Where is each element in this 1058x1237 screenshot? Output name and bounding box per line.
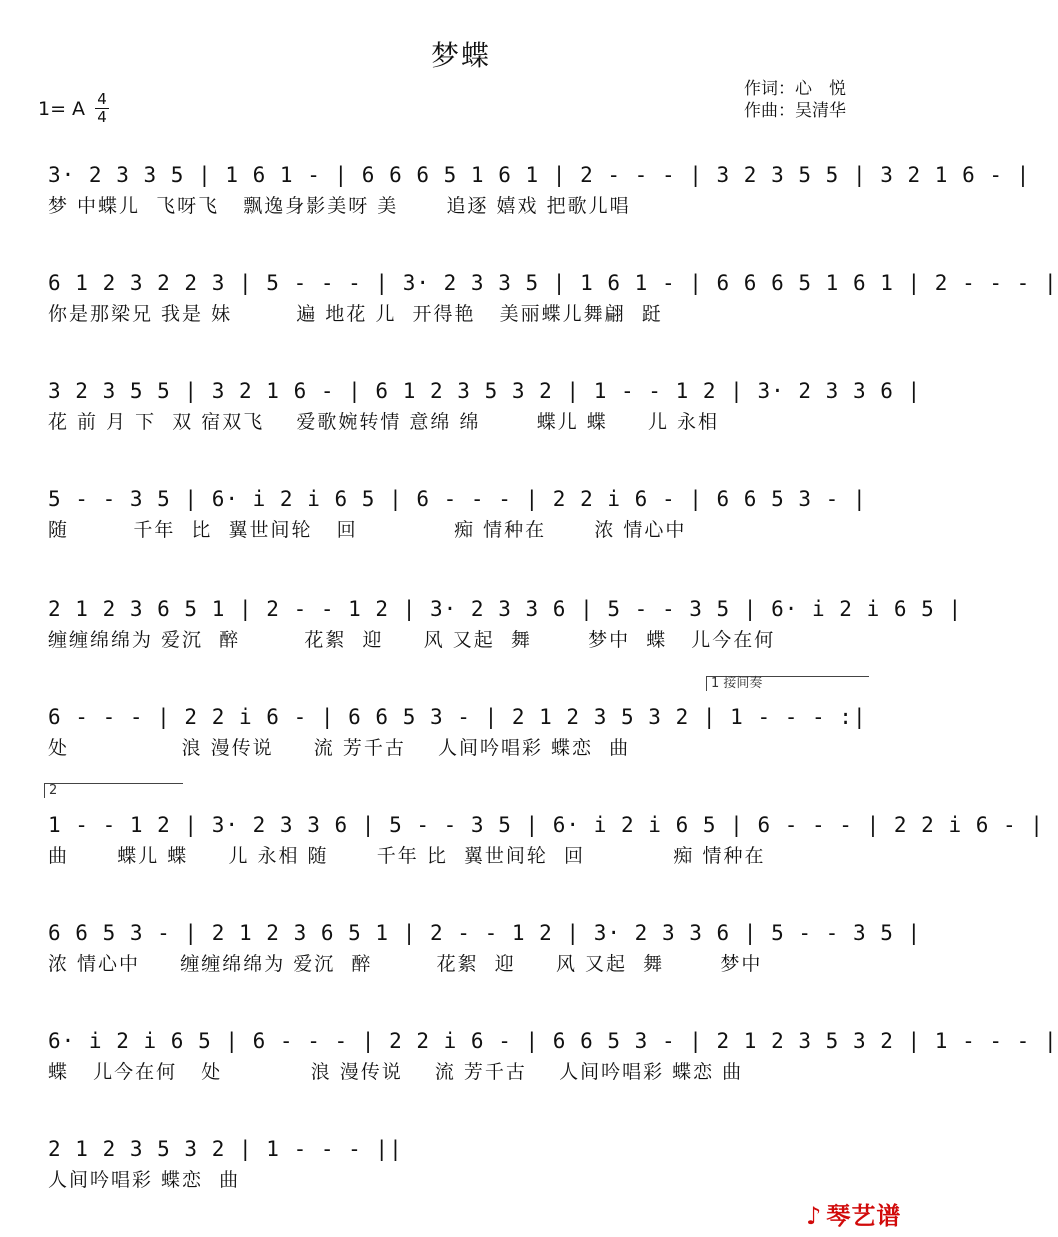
lyrics-line: 你是那梁兄 我是 妹 遍 地花 儿 开得艳 美丽蝶儿舞翩 跹 <box>48 303 663 325</box>
score-row-8 <box>48 916 922 996</box>
lyrics-line: 缠缠绵绵为 爱沉 醉 花絮 迎 风 又起 舞 梦中 蝶 儿今在何 <box>48 629 776 651</box>
watermark-text: 琴艺谱 <box>826 1202 902 1230</box>
notes-line: 2 1 2 3 6 5 1 | 2 - - 1 2 | 3· 2 3 3 6 | 5 - - 3 5 | 6· i 2 i 6 5 | <box>48 597 963 621</box>
notes-line: 5 - - 3 5 | 6· i 2 i 6 5 | 6 - - - | 2 2 i 6 - | 6 6 5 3 - | <box>48 487 867 511</box>
notes-line: 6· i 2 i 6 5 | 6 - - - | 2 2 i 6 - | 6 6 5 3 - | 2 1 2 3 5 3 2 | 1 - - - | <box>48 1029 1058 1053</box>
lyrics-line: 蝶 儿今在何 处 浪 漫传说 流 芳千古 人间吟唱彩 蝶恋 曲 <box>48 1061 744 1083</box>
time-signature <box>95 92 109 125</box>
notes-line: 6 - - - | 2 2 i 6 - | 6 6 5 3 - | 2 1 2 3 5 3 2 | 1 - - - :| <box>48 705 867 729</box>
lyrics-line: 浓 情心中 缠缠绵绵为 爱沉 醉 花絮 迎 风 又起 舞 梦中 <box>48 953 763 975</box>
lyrics-line: 曲 蝶儿 蝶 儿 永相 随 千年 比 翼世间轮 回 痴 情种在 <box>48 845 766 867</box>
notes-line: 2 1 2 3 5 3 2 | 1 - - - || <box>48 1137 403 1161</box>
notes-line: 1 - - 1 2 | 3· 2 3 3 6 | 5 - - 3 5 | 6· i 2 i 6 5 | 6 - - - | 2 2 i 6 - | <box>48 813 1044 837</box>
credits <box>744 78 846 122</box>
score-row-9 <box>48 1024 1058 1104</box>
lyrics-line: 人间吟唱彩 蝶恋 曲 <box>48 1169 241 1191</box>
volta-1-bracket: 1 接间奏 <box>706 676 869 691</box>
notes-line: 6 6 5 3 - | 2 1 2 3 6 5 1 | 2 - - 1 2 | 3· 2 3 3 6 | 5 - - 3 5 | <box>48 921 922 945</box>
lyrics-line: 梦 中蝶儿 飞呀飞 飘逸身影美呀 美 追逐 嬉戏 把歌儿唱 <box>48 195 631 217</box>
song-title: 梦蝶 <box>430 39 491 72</box>
music-note-icon: ♪ <box>806 1202 823 1230</box>
composer: 作曲：吴清华 <box>744 101 846 121</box>
volta-2-bracket: 2 <box>44 783 183 798</box>
notes-line: 6 1 2 3 2 2 3 | 5 - - - | 3· 2 3 3 5 | 1 6 1 - | 6 6 6 5 1 6 1 | 2 - - - | <box>48 271 1058 295</box>
score-row-1 <box>48 158 1031 238</box>
lyrics-line: 花 前 月 下 双 宿双飞 爱歌婉转情 意绵 绵 蝶儿 蝶 儿 永相 <box>48 411 720 433</box>
score-row-7 <box>48 808 1044 888</box>
score-row-10 <box>48 1132 872 1212</box>
lyrics-line: 处 浪 漫传说 流 芳千古 人间吟唱彩 蝶恋 曲 <box>48 737 631 759</box>
score-row-2 <box>48 266 1058 346</box>
time-signature-top: 4 <box>97 90 107 108</box>
lyricist: 作词：心 悦 <box>744 79 846 99</box>
score-row-4 <box>48 482 872 562</box>
watermark-logo <box>806 1196 901 1231</box>
score-row-3 <box>48 374 922 454</box>
time-signature-bottom: 4 <box>97 108 107 126</box>
score-row-5 <box>48 592 963 672</box>
key-signature: 1= A <box>38 98 86 120</box>
score-row-6 <box>48 700 872 780</box>
notes-line: 3· 2 3 3 5 | 1 6 1 - | 6 6 6 5 1 6 1 | 2 - - - | 3 2 3 5 5 | 3 2 1 6 - | <box>48 163 1031 187</box>
lyrics-line: 随 千年 比 翼世间轮 回 痴 情种在 浓 情心中 <box>48 519 687 541</box>
notes-line: 3 2 3 5 5 | 3 2 1 6 - | 6 1 2 3 5 3 2 | 1 - - 1 2 | 3· 2 3 3 6 | <box>48 379 922 403</box>
